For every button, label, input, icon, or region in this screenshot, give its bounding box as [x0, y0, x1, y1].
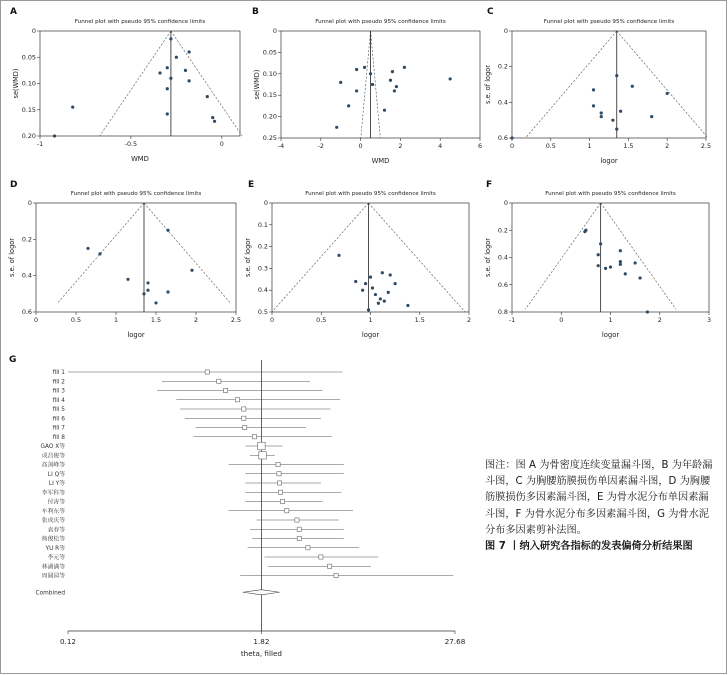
study-point [583, 230, 586, 233]
study-point [190, 269, 193, 272]
study-point [393, 89, 396, 92]
effect-box [278, 490, 282, 494]
effect-box [277, 481, 281, 485]
funnel-plot-e [243, 172, 488, 347]
x-axis-label: logor [600, 157, 618, 165]
effect-box [285, 509, 289, 513]
panel-letter: G [9, 355, 17, 365]
effect-box [242, 416, 246, 420]
study-point [619, 249, 622, 252]
study-label: fill 8 [52, 434, 65, 441]
x-tick-label: -4 [277, 142, 285, 150]
study-point [395, 85, 398, 88]
y-tick-label: 0.3 [257, 264, 268, 273]
y-axis-label: s.e. of logor [484, 237, 492, 278]
study-point [403, 66, 406, 69]
study-label: 李元等 [47, 555, 65, 562]
x-tick-label: 1 [368, 316, 373, 324]
y-tick-label: 0 [503, 199, 508, 207]
y-tick-label: 0.2 [497, 62, 508, 71]
x-tick-label: 0.5 [545, 142, 556, 150]
funnel-left-limit [100, 31, 171, 136]
combined-label: Combined [35, 590, 65, 597]
study-label: 袁春等 [47, 527, 65, 534]
study-point [213, 120, 216, 123]
effect-box [295, 518, 299, 522]
study-point [347, 104, 350, 107]
funnel-left-limit [526, 31, 617, 138]
study-point [154, 301, 157, 304]
y-tick-label: 0.5 [257, 308, 268, 316]
study-point [389, 79, 392, 82]
plot-frame [512, 203, 709, 312]
chart-title: Funnel plot with pseudo 95% confidence limits [74, 19, 206, 25]
study-point [187, 50, 190, 53]
study-point [611, 119, 614, 122]
y-axis-label: s.e. of logor [8, 237, 16, 278]
study-point [355, 68, 358, 71]
study-point [126, 278, 129, 281]
study-point [354, 280, 357, 283]
panel-a [0, 0, 245, 170]
study-point [339, 81, 342, 84]
study-point [592, 88, 595, 91]
study-point [166, 112, 169, 115]
y-tick-label: 0.15 [21, 105, 36, 114]
study-label: 付涛等 [47, 499, 65, 506]
study-point [169, 37, 172, 40]
study-point [371, 286, 374, 289]
study-point [364, 282, 367, 285]
study-point [631, 85, 634, 88]
panel-letter: D [10, 180, 18, 190]
x-axis-label: logor [601, 331, 620, 339]
x-tick-label: -2 [317, 142, 324, 150]
study-point [211, 116, 214, 119]
plot-frame [36, 203, 236, 312]
x-tick-label: 6 [477, 142, 483, 150]
study-point [510, 136, 513, 139]
study-point [335, 126, 338, 129]
study-point [369, 72, 372, 75]
x-tick-label: 1 [587, 142, 592, 150]
caption-figure-title: 图 7 丨纳入研究各指标的发表偏倚分析结果图 [485, 541, 693, 553]
study-point [142, 292, 145, 295]
study-point [449, 77, 452, 80]
funnel-plot-b [243, 0, 488, 170]
x-tick-label: 0.12 [59, 637, 77, 646]
study-label: fill 4 [52, 397, 65, 404]
y-tick-label: 0.2 [21, 235, 32, 244]
effect-box [297, 536, 301, 540]
effect-box [297, 527, 301, 531]
x-tick-label: 1.5 [150, 316, 162, 324]
study-point [634, 261, 637, 264]
panel-c [484, 0, 728, 170]
x-tick-label: 2 [193, 316, 199, 324]
y-tick-label: 0 [31, 27, 36, 35]
x-tick-label: 1 [113, 316, 119, 324]
x-tick-label: 1.5 [623, 142, 634, 150]
forest-plot-g [0, 348, 480, 674]
y-tick-label: 0.25 [262, 134, 277, 142]
study-point [383, 300, 386, 303]
chart-title: Funnel plot with pseudo 95% confidence limits [545, 191, 676, 197]
study-label: 成昌俊等 [41, 453, 65, 460]
y-tick-label: 0.4 [257, 286, 268, 295]
x-tick-label: 0 [33, 316, 39, 324]
study-label: 林湖满等 [41, 564, 65, 571]
study-point [638, 276, 641, 279]
chart-title: Funnel plot with pseudo 95% confidence limits [543, 19, 675, 25]
funnel-plot-a [0, 0, 245, 170]
x-tick-label: -1 [36, 140, 44, 148]
y-tick-label: 0.20 [262, 112, 277, 121]
y-tick-label: 0.10 [262, 69, 277, 78]
study-point [71, 106, 74, 109]
study-label: 周圆园等 [41, 573, 65, 580]
effect-box [319, 555, 323, 559]
chart-title: Funnel plot with pseudo 95% confidence limits [70, 191, 202, 197]
x-tick-label: 2.5 [700, 142, 712, 150]
funnel-plot-d [0, 172, 245, 347]
plot-frame [272, 203, 469, 312]
y-tick-label: 0.05 [21, 53, 36, 62]
figure-caption [485, 458, 717, 555]
x-axis-label: WMD [371, 157, 390, 165]
x-tick-label: 0 [219, 140, 224, 148]
study-point [206, 95, 209, 98]
study-point [379, 297, 382, 300]
study-point [369, 276, 372, 279]
study-point [383, 109, 386, 112]
panel-letter: C [487, 7, 494, 17]
y-tick-label: 0.2 [257, 242, 268, 251]
study-point [391, 70, 394, 73]
effect-box [280, 499, 284, 503]
study-point [619, 263, 622, 266]
study-point [597, 253, 600, 256]
study-point [599, 242, 602, 245]
x-tick-label: -0.5 [124, 140, 138, 148]
plot-frame [512, 31, 706, 138]
funnel-right-limit [369, 203, 466, 312]
study-point [624, 272, 627, 275]
effect-box [243, 425, 247, 429]
caption-note: 图注：图 A 为骨密度连续变量漏斗图，B 为年龄漏斗图，C 为胸腰筋膜损伤单因素漏斗图，D 为胸腰筋膜损伤多因素漏斗图，E 为骨水泥分布单因素漏斗图，F 为骨水泥分布多因素漏斗图，G 为骨水泥分布多因素剪补法图。 [485, 460, 713, 536]
effect-box [217, 379, 221, 383]
study-point [619, 110, 622, 113]
study-label: 车利东等 [41, 508, 65, 515]
y-tick-label: 0 [263, 199, 268, 207]
study-label: 杨俊松等 [41, 536, 65, 543]
y-tick-label: 0.20 [21, 132, 36, 140]
study-label: 高剑峰等 [41, 462, 65, 469]
study-label: fill 2 [52, 379, 65, 386]
panel-letter: E [248, 180, 255, 190]
study-label: LI Q等 [47, 471, 65, 478]
x-tick-label: 1.5 [414, 316, 425, 324]
study-point [86, 247, 89, 250]
y-tick-label: 0.05 [262, 48, 277, 57]
effect-box [276, 462, 280, 466]
panel-e [243, 172, 488, 347]
x-tick-label: 3 [706, 316, 712, 324]
panel-letter: A [10, 7, 17, 17]
study-point [166, 66, 169, 69]
y-axis-label: se(WMD) [12, 68, 20, 99]
y-tick-label: 0.6 [21, 308, 32, 316]
y-tick-label: 0.4 [21, 271, 32, 280]
study-label: LI Y等 [48, 481, 65, 488]
effect-box [223, 388, 227, 392]
y-axis-label: s.e. of logor [244, 237, 252, 278]
study-point [377, 302, 380, 305]
study-label: fill 7 [52, 425, 65, 432]
study-point [600, 111, 603, 114]
panel-g [0, 348, 480, 674]
x-tick-label: 2 [657, 316, 662, 324]
funnel-left-limit [272, 203, 369, 312]
study-point [146, 281, 149, 284]
study-label: GAO X等 [40, 444, 65, 451]
effect-box [235, 398, 239, 402]
x-tick-label: 0 [269, 316, 275, 324]
study-point [600, 115, 603, 118]
x-axis-label: logor [361, 331, 380, 339]
funnel-left-limit [361, 31, 371, 138]
study-point [389, 273, 392, 276]
study-point [371, 83, 374, 86]
x-tick-label: 2 [665, 142, 670, 150]
x-tick-label: 4 [438, 142, 443, 150]
x-tick-label: 0 [509, 142, 515, 150]
study-point [666, 92, 669, 95]
y-tick-label: 0.15 [262, 91, 277, 100]
effect-box [334, 573, 338, 577]
x-tick-label: 27.68 [444, 637, 466, 646]
effect-box [277, 472, 281, 476]
study-point [158, 71, 161, 74]
y-tick-label: 0.2 [497, 226, 508, 235]
y-tick-label: 0 [272, 27, 277, 35]
study-point [381, 271, 384, 274]
funnel-left-limit [525, 203, 600, 309]
funnel-right-limit [171, 31, 242, 136]
x-tick-label: 1.82 [253, 637, 270, 646]
study-point [53, 134, 56, 137]
y-tick-label: 0.6 [497, 280, 508, 289]
study-point [646, 310, 649, 313]
x-tick-label: -1 [508, 316, 516, 324]
effect-box [205, 370, 209, 374]
y-tick-label: 0 [503, 27, 508, 35]
study-point [619, 260, 622, 263]
plot-frame [40, 31, 240, 136]
study-point [337, 254, 340, 257]
study-point [166, 87, 169, 90]
x-tick-label: 0 [358, 142, 363, 150]
x-tick-label: 2 [466, 316, 472, 324]
study-point [363, 66, 366, 69]
study-point [367, 308, 370, 311]
study-point [175, 56, 178, 59]
x-axis-label: logor [127, 331, 145, 339]
funnel-right-limit [601, 203, 676, 309]
y-tick-label: 0.6 [497, 134, 508, 142]
x-tick-label: 0.5 [316, 316, 327, 324]
study-point [615, 74, 618, 77]
study-point [406, 304, 409, 307]
study-point [166, 290, 169, 293]
study-point [374, 293, 377, 296]
y-tick-label: 0.10 [21, 79, 36, 88]
effect-box [306, 546, 310, 550]
y-tick-label: 0.4 [497, 98, 508, 107]
study-point [361, 289, 364, 292]
x-axis-label: theta, filled [240, 649, 282, 658]
study-point [615, 127, 618, 130]
panel-f [484, 172, 728, 347]
chart-title: Funnel plot with pseudo 95% confidence limits [305, 191, 436, 197]
panel-b [243, 0, 488, 170]
funnel-right-limit [617, 31, 708, 138]
panel-d [0, 172, 245, 347]
study-point [394, 282, 397, 285]
y-tick-label: 0.4 [497, 253, 508, 262]
x-tick-label: 0 [559, 316, 564, 324]
effect-box [252, 435, 256, 439]
effect-box [328, 564, 332, 568]
y-axis-label: se(WMD) [253, 69, 261, 100]
study-label: fill 6 [52, 416, 65, 423]
effect-box [258, 442, 266, 450]
x-tick-label: 1 [608, 316, 613, 324]
funnel-right-limit [144, 203, 230, 303]
chart-title: Funnel plot with pseudo 95% confidence limits [315, 19, 446, 25]
funnel-plot-c [484, 0, 728, 170]
study-point [604, 267, 607, 270]
effect-box [242, 407, 246, 411]
study-label: fill 1 [52, 370, 65, 377]
effect-box [259, 452, 267, 460]
study-point [609, 265, 612, 268]
combined-diamond [243, 590, 280, 595]
study-point [184, 69, 187, 72]
study-label: 李军科等 [41, 490, 65, 497]
panel-letter: B [252, 7, 259, 17]
study-point [387, 291, 390, 294]
x-tick-label: 2 [398, 142, 403, 150]
study-point [187, 79, 190, 82]
y-tick-label: 0.1 [257, 220, 268, 229]
study-label: 张成庆等 [41, 518, 65, 525]
x-tick-label: 2.5 [230, 316, 242, 324]
study-point [169, 77, 172, 80]
study-point [597, 264, 600, 267]
study-point [355, 89, 358, 92]
study-point [98, 252, 101, 255]
x-axis-label: WMD [131, 155, 149, 163]
y-tick-label: 0 [27, 199, 32, 207]
study-label: fill 5 [52, 407, 65, 414]
plot-frame [281, 31, 480, 138]
study-label: fill 3 [52, 388, 65, 395]
y-tick-label: 0.8 [497, 308, 508, 316]
funnel-plot-f [484, 172, 728, 347]
x-tick-label: 0.5 [70, 316, 82, 324]
study-point [166, 229, 169, 232]
y-axis-label: s.e. of logor [484, 64, 492, 105]
study-point [146, 289, 149, 292]
study-label: YU R等 [45, 545, 65, 552]
study-point [592, 104, 595, 107]
panel-letter: F [486, 180, 493, 190]
study-point [650, 115, 653, 118]
